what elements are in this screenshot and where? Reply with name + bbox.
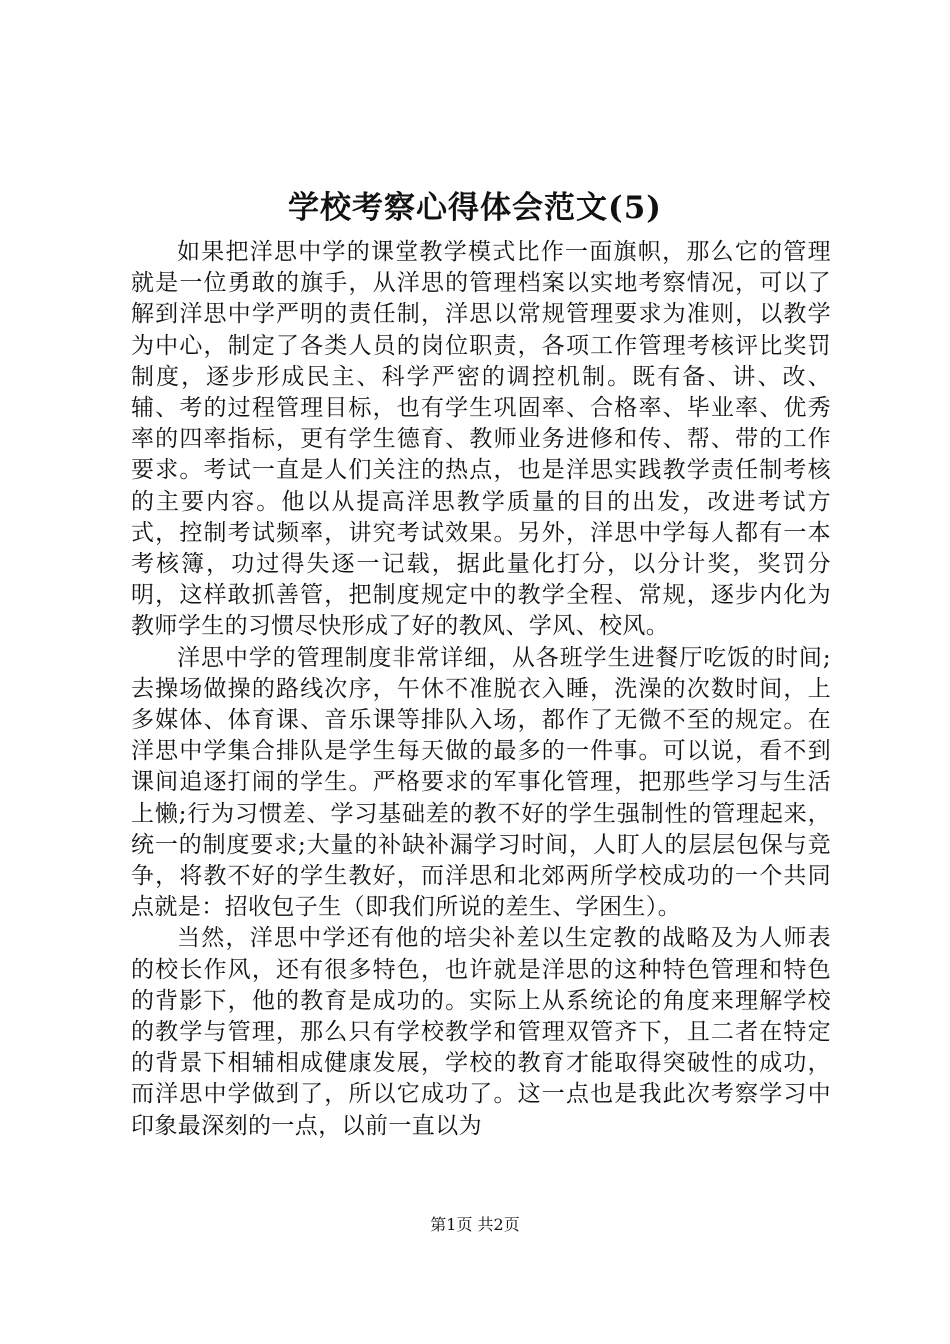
paragraph-1: 如果把洋思中学的课堂教学模式比作一面旗帜，那么它的管理就是一位勇敢的旗手，从洋思的管理档案以实地考察情况，可以了解到洋思中学严明的责任制，洋思以常规管理要求为准则，以教学为中心，制定了各类人员的岗位职责，各项工作管理考核评比奖罚制度，逐步形成民主、科学严密的调控机制。既有备、讲、改、辅、考的过程管理目标，也有学生巩固率、合格率、毕业率、优秀率的四率指标，更有学生德育、教师业务进修和传、帮、带的工作要求。考试一直是人们关注的热点，也是洋思实践教学责任制考核的主要内容。他以从提高洋思教学质量的目的出发，改进考试方式，控制考试频率，讲究考试效果。另外，洋思中学每人都有一本考核簿，功过得失逐一记载，据此量化打分，以分计奖，奖罚分明，这样敢抓善管，把制度规定中的教学全程、常规，逐步内化为教师学生的习惯尽快形成了好的教风、学风、校风。 xyxy=(131,239,831,640)
paragraph-3: 当然，洋思中学还有他的培尖补差以生定教的战略及为人师表的校长作风，还有很多特色，也许就是洋思的这种特色管理和特色的背影下，他的教育是成功的。实际上从系统论的角度来理解学校的教学与管理，那么只有学校教学和管理双管齐下，且二者在特定的背景下相辅相成健康发展，学校的教育才能取得突破性的成功，而洋思中学做到了，所以它成功了。这一点也是我此次考察学习中印象最深刻的一点，以前一直以为 xyxy=(131,925,831,1139)
paragraph-2: 洋思中学的管理制度非常详细，从各班学生进餐厅吃饭的时间;去操场做操的路线次序，午休不准脱衣入睡，洗澡的次数时间，上多媒体、体育课、音乐课等排队入场，都作了无微不至的规定。在洋思中学集合排队是学生每天做的最多的一件事。可以说，看不到课间追逐打闹的学生。严格要求的军事化管理，把那些学习与生活上懒;行为习惯差、学习基础差的教不好的学生强制性的管理起来，统一的制度要求;大量的补缺补漏学习时间，人盯人的层层包保与竞争，将教不好的学生教好，而洋思和北郊两所学校成功的一个共同点就是：招收包子生（即我们所说的差生、学困生）。 xyxy=(131,644,831,921)
document-body xyxy=(131,237,831,1142)
document-title: 学校考察心得体会范文(5) xyxy=(288,190,662,226)
page-footer: 第1页 共2页 xyxy=(430,1215,520,1234)
